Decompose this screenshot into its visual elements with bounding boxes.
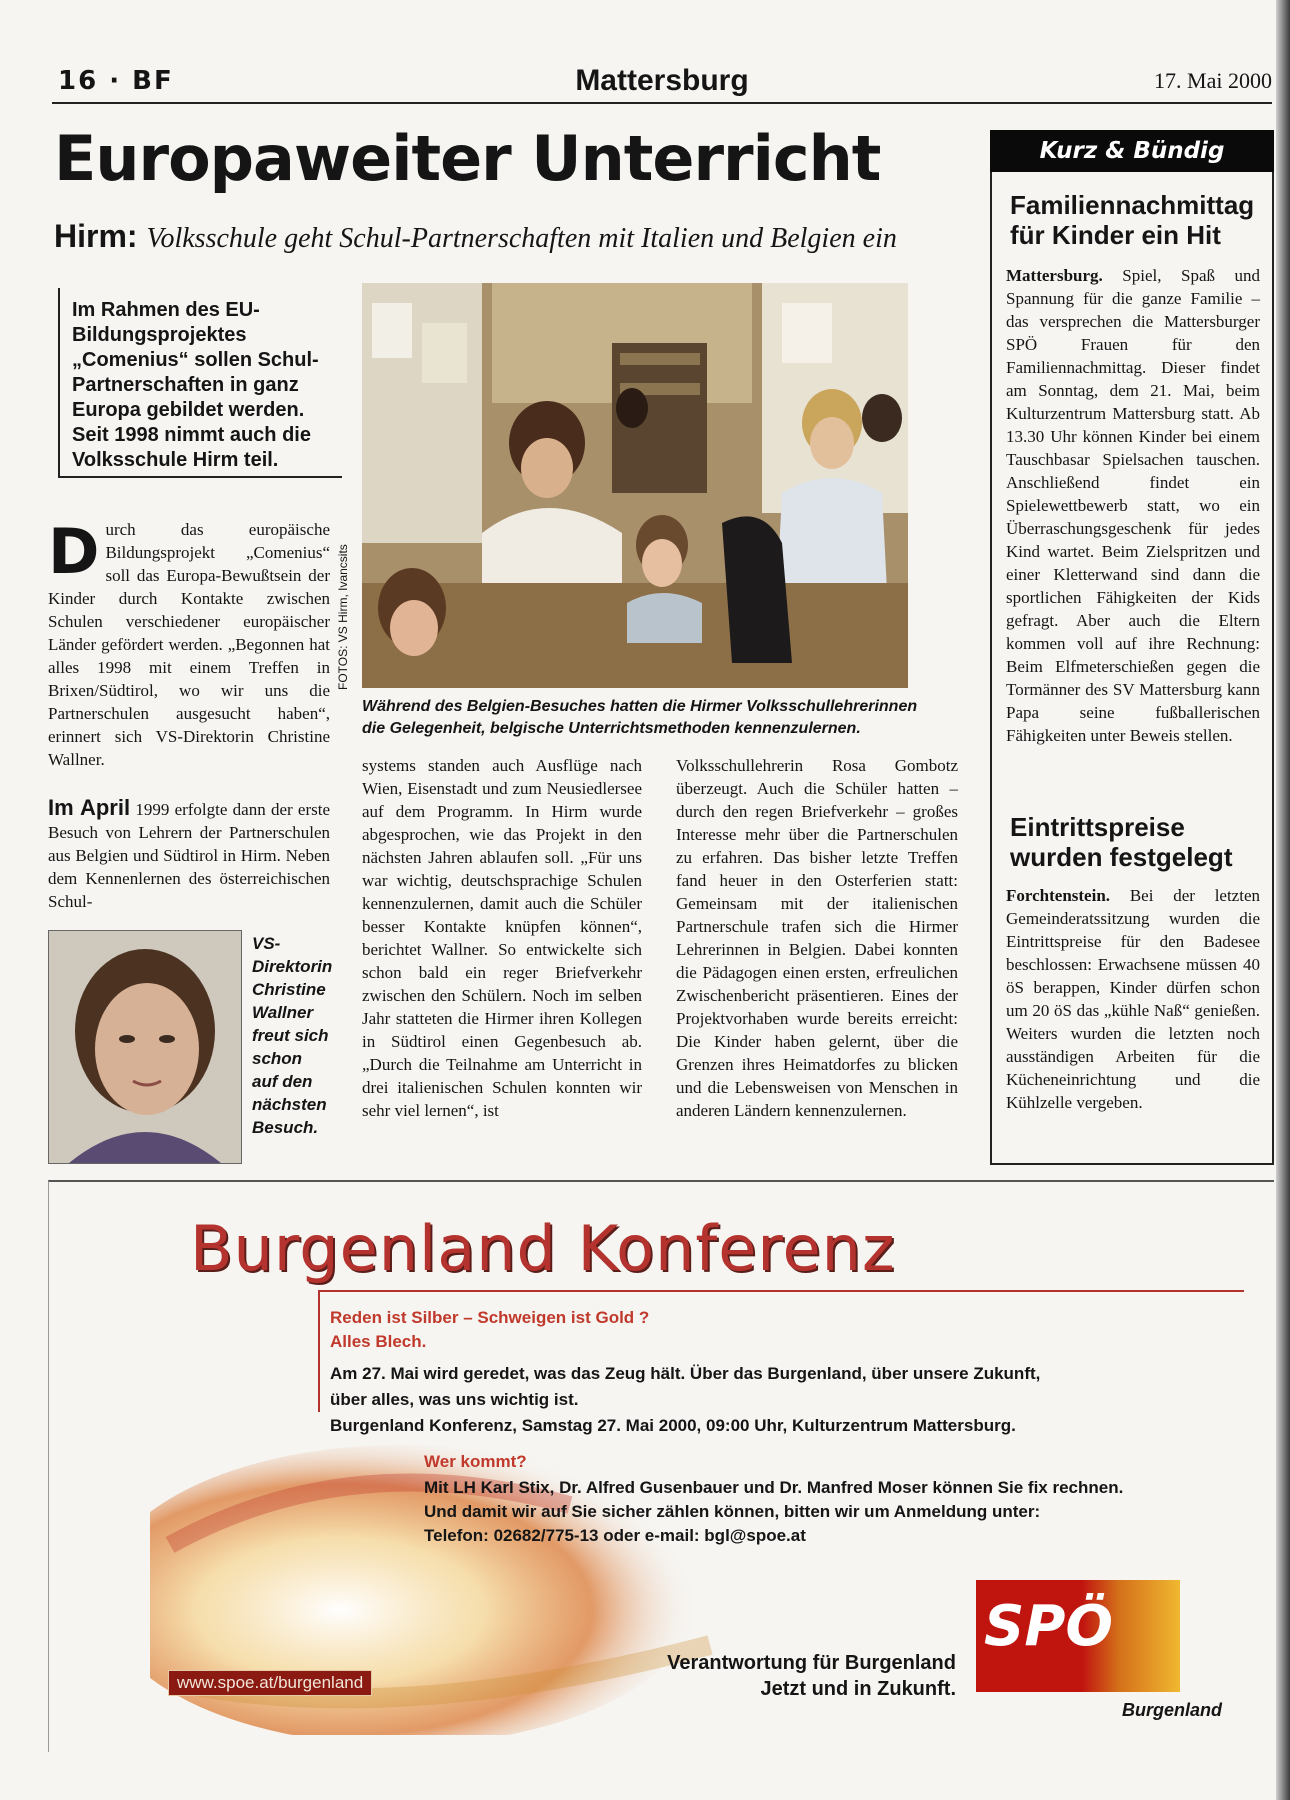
ad-who: Wer kommt? — [424, 1452, 527, 1471]
article-column-1b — [48, 796, 330, 913]
ad-line-5: Und damit wir auf Sie sicher zählen können, bitten wir um Anmeldung unter: — [424, 1502, 1041, 1521]
spo-logo-text: SPÖ — [984, 1594, 1113, 1659]
ad-line-6: Telefon: 02682/775-13 oder e-mail: bgl@spoe.at — [424, 1526, 806, 1545]
ad-title: Burgenland Konferenz — [190, 1212, 896, 1285]
page-edge-shadow — [1276, 0, 1290, 1800]
para-lead-in: Im April — [48, 795, 131, 820]
ad-line-1: Am 27. Mai wird geredet, was das Zeug hält. Über das Burgenland, über unsere Zukunft, — [330, 1364, 1041, 1383]
ad-line-2: über alles, was uns wichtig ist. — [330, 1390, 579, 1409]
article-headline: Europaweiter Unterricht — [54, 122, 881, 195]
subhead-text: Volksschule geht Schul-Partnerschaften mit Italien und Belgien ein — [146, 223, 897, 254]
sidebar-place-2: Forchtenstein. — [1006, 886, 1111, 905]
photo-credit: FOTOS: VS Hirm, Ivancsits — [336, 544, 350, 690]
sidebar-text-2 — [1006, 884, 1260, 1114]
ad-tagline-2: Alles Blech. — [330, 1332, 427, 1351]
page-header — [52, 62, 1272, 104]
sidebar-headline-2: Eintrittspreise wurden festgelegt — [1010, 812, 1233, 872]
article-column-3: Volksschullehrerin Rosa Gombotz überzeugt. Auch die Schüler hatten – durch den regen Briefverkehr – großes Interesse mehr über die Partnerschulen zu erfahren. Das bisher letzte Treffen fand heuer in den Osterferien statt: Gemeinsam mit der italienischen Partnerschule trafen sich die Hirmer Lehrerinnen in Belgien. Dabei konnten die Pädagogen einen ersten, erfreulichen Zwischenbericht präsentieren. Eines der Projektvorhaben wurde bereits erreicht: Die Kinder haben gelernt, über die Grenzen ihres Heimatdorfes zu blicken und die Lebensweisen von Menschen in anderen Ländern kennenzulernen. — [676, 756, 958, 1120]
sidebar-title: Kurz & Bündig — [990, 130, 1274, 172]
spo-logo — [976, 1580, 1180, 1692]
sidebar-place-1: Mattersburg. — [1006, 266, 1103, 285]
page-number: 16 · BF — [58, 66, 174, 96]
sidebar-headline-1: Familiennachmittag für Kinder ein Hit — [1010, 190, 1255, 250]
sidebar-text-1 — [1006, 264, 1260, 747]
photo-caption: Während des Belgien-Besuches hatten die Hirmer Volksschullehrerinnen die Gelegenheit, belgische Unterrichtsmethoden kennenzulernen. — [362, 698, 918, 737]
sidebar-body-1: Spiel, Spaß und Spannung für die ganze Familie – das versprechen die Mattersburger SPÖ Frauen für den Familiennachmittag. Dieser findet am Sonntag, dem 21. Mai, beim Kulturzentrum Mattersburg statt. Ab 13.30 Uhr können Kinder bei einem Tauschbasar Spielsachen tauschen. Anschließend findet ein Spielewettbewerb statt, wo ein Überraschungsgeschenk für jedes Kind wartet. Beim Zielspritzen und einer Kletterwand sind dann die sportlichen Fähigkeiten der Kids gefragt. Aber auch die Eltern kommen voll auf ihre Rechnung: Beim Elfmeterschießen gegen die Tormänner des SV Mattersburg kann Papa seine fußballerischen Fähigkeiten unter Beweis stellen. — [1006, 266, 1260, 745]
article-subhead — [54, 218, 897, 255]
article-para-2: 1999 erfolgte dann der erste Besuch von Lehrern der Partnerschulen aus Belgien und Südtirol in Hirm. Neben dem Kennenlernen des österreichischen Schul- — [48, 800, 330, 911]
article-lead: Im Rahmen des EU-Bildungsprojektes „Comenius“ sollen Schul-Partnerschaften in ganz Europa gebildet werden. Seit 1998 nimmt auch die Volksschule Hirm teil. — [58, 288, 342, 478]
article-column-2: systems standen auch Ausflüge nach Wien, Eisenstadt und zum Neusiedlersee auf dem Programm. In Hirm wurde abgesprochen, wie das Projekt in den nächsten Jahren ablaufen soll. „Für uns war wichtig, deutschsprachige Schulen kennenzulernen, damit auch die Schüler besser Kontakte knüpfen können“, berichtet Wallner. So entwickelte sich schon bald ein reger Briefverkehr zwischen den Schülern. Noch im selben Jahr statteten die Hirmer ihren Kollegen in Südtirol einen Gegenbesuch ab. „Durch die Teilnahme am Unterricht in drei italienischen Schulen konnten wir sehr viel lernen“, ist — [362, 756, 642, 1120]
portrait-photo — [48, 930, 242, 1164]
portrait-caption: VS-Direktorin Christine Wallner freut sich schon auf den nächsten Besuch. — [252, 934, 333, 1137]
classroom-photo — [362, 283, 908, 688]
ad-line-4: Mit LH Karl Stix, Dr. Alfred Gusenbauer und Dr. Manfred Moser können Sie fix rechnen. — [424, 1478, 1124, 1497]
ad-slogan-1: Verantwortung für Burgenland — [667, 1652, 956, 1674]
sidebar-body-2: Bei der letzten Gemeinderatssitzung wurden die Eintrittspreise für den Badesee beschlossen: Erwachsene müssen 40 öS berappen, Kinder dürfen schon um 20 öS das „kühle Naß“ genießen. Weiters wurden die letzten noch ausständigen Arbeiten für die Kücheneinrichtung und die Kühlzelle vergeben. — [1006, 886, 1260, 1112]
ad-line-3: Burgenland Konferenz, Samstag 27. Mai 2000, 09:00 Uhr, Kulturzentrum Mattersburg. — [330, 1416, 1016, 1435]
article-column-1 — [48, 515, 330, 771]
article-para-1: urch das europäische Bildungsprojekt „Comenius“ soll das Europa-Bewußtsein der Kinder durch Kontakte zwischen Schulen verschiedener europäischer Länder gefördert werden. „Begonnen hat alles 1998 mit einem Treffen in Brixen/Südtirol, wo wir uns die Partnerschulen ausgesucht haben“, erinnert sich VS-Direktorin Christine Wallner. — [48, 520, 330, 769]
ad-slogan — [667, 1650, 956, 1702]
ad-slogan-2: Jetzt und in Zukunft. — [760, 1678, 956, 1700]
spo-logo-sub: Burgenland — [1122, 1700, 1223, 1720]
subhead-kicker: Hirm: — [54, 218, 138, 254]
section-title: Mattersburg — [575, 64, 749, 97]
ad-url[interactable]: www.spoe.at/burgenland — [168, 1670, 372, 1696]
ad-tagline-1: Reden ist Silber – Schweigen ist Gold ? — [330, 1308, 650, 1327]
drop-cap: D — [48, 515, 100, 588]
issue-date: 17. Mai 2000 — [1154, 68, 1272, 93]
